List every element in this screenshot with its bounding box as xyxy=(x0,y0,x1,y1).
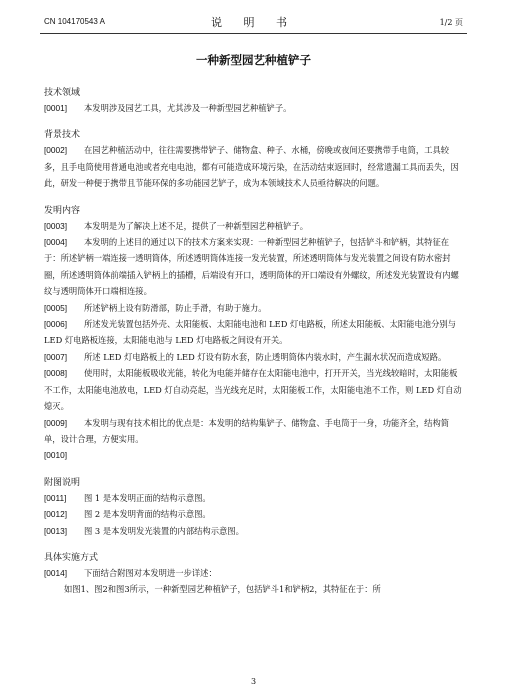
paragraph-number: [0002] xyxy=(44,145,68,156)
paragraph-text: 所述 LED 灯电路板上的 LED 灯设有防水套，防止透明筒体内装水时，产生漏水状况而造成短路。 xyxy=(84,351,447,362)
paragraph-number: [0013] xyxy=(44,525,68,536)
section-heading: 附图说明 xyxy=(44,477,81,488)
section-heading: 发明内容 xyxy=(44,205,81,216)
paragraph-text: 所述发光装置包括外壳、太阳能板、太阳能电池和 LED 灯电路板，所述太阳能板、太阳能电池分别与 LED 灯电路板连接，太阳能电池与 LED 灯电路板之间设有开关。 xyxy=(44,319,456,346)
paragraph xyxy=(44,565,462,581)
paragraph-number: [0014] xyxy=(44,567,68,578)
paragraph-number: [0012] xyxy=(44,509,68,520)
section-background xyxy=(44,128,462,191)
paragraph-text: 本发明涉及园艺工具，尤其涉及一种新型园艺种植铲子。 xyxy=(84,103,292,113)
paragraph-number: [0010] xyxy=(44,450,68,461)
paragraph-number: [0003] xyxy=(44,220,68,231)
paragraph xyxy=(44,316,462,349)
paragraph xyxy=(44,349,462,365)
paragraph-number: [0001] xyxy=(44,103,68,113)
paragraph xyxy=(44,365,462,414)
section-heading: 背景技术 xyxy=(44,130,81,141)
page-header xyxy=(44,14,463,32)
paragraph xyxy=(44,490,462,506)
paragraph-text: 图 1 是本发明正面的结构示意图。 xyxy=(84,492,211,503)
paragraph-text: 本发明与现有技术相比的优点是：本发明的结构集铲子、储物盒、手电筒于一身，功能齐全，结构简单，设计合理，方便实用。 xyxy=(44,417,450,444)
paragraph xyxy=(44,300,462,316)
paragraph-text: 所述铲柄上设有防滑部，防止手滑，有助于施力。 xyxy=(84,302,267,313)
paragraph-text: 使用时，太阳能板吸收光能，转化为电能并储存在太阳能电池中，打开开关，当光线较暗时，太阳能板不工作，太阳能电池放电，LED 灯自动亮起，当光线充足时，太阳能板工作，太阳能电池不工作，则 LED 灯自动熄灭。 xyxy=(44,368,462,412)
paragraph-number: [0008] xyxy=(44,368,68,379)
section-heading: 具体实施方式 xyxy=(44,552,99,563)
paragraph xyxy=(44,523,462,539)
paragraph-text: 本发明的上述目的通过以下的技术方案来实现：一种新型园艺种植铲子，包括铲斗和铲柄，其特征在于：所述铲柄一端连接一透明筒体，所述透明筒体连接一发光装置，所述透明筒体与发光装置之间设有防水密封圈，所述透明筒体前端插入铲柄上的插槽，后端设有开口，透明筒体的开口端设有外螺纹，所述发光装置设有内螺纹与透明筒体开口端相连接。 xyxy=(44,237,459,297)
paragraph-number: [0007] xyxy=(44,351,68,362)
section-tech-field xyxy=(44,86,462,116)
paragraph-text: 在园艺种植活动中，往往需要携带铲子、储物盒、种子、水桶，傍晚或夜间还要携带手电筒，工具较多，且手电筒使用普通电池或者充电电池，都有可能造成环境污染，在活动结束返回时，经常遗漏工具而丢失，因此，研发一种便于携带且节能环保的多功能园艺铲子，成为本领域技术人员亟待解决的问题。 xyxy=(44,145,459,189)
paragraph xyxy=(44,100,462,116)
paragraph xyxy=(44,415,462,448)
paragraph-number: [0006] xyxy=(44,319,68,330)
paragraph xyxy=(44,506,462,522)
paragraph-number: [0004] xyxy=(44,237,68,248)
paragraph-number: [0009] xyxy=(44,417,68,428)
paragraph-text: 下面结合附图对本发明进一步详述： xyxy=(84,567,217,578)
paragraph-number: [0005] xyxy=(44,302,68,313)
page-number: 3 xyxy=(250,677,257,686)
patent-number: CN 104170543 A xyxy=(44,17,105,26)
paragraph xyxy=(44,447,462,463)
paragraph xyxy=(44,234,462,300)
continuation-text: 如图1、图2和图3所示，一种新型园艺种植铲子，包括铲斗1和铲柄2，其特征在于：所 xyxy=(64,584,381,595)
header-rule xyxy=(40,33,467,34)
paragraph xyxy=(44,218,462,234)
section-heading: 技术领域 xyxy=(44,88,81,98)
paragraph-text: 图 3 是本发明发光装置的内部结构示意图。 xyxy=(84,525,244,536)
paragraph-text: 本发明是为了解决上述不足，提供了一种新型园艺种植铲子。 xyxy=(84,220,309,231)
patent-title: 一种新型园艺种植铲子 xyxy=(196,53,311,67)
section-summary xyxy=(44,204,462,464)
section-drawings xyxy=(44,476,462,539)
document-type-label: 说 明 书 xyxy=(211,16,296,29)
paragraph-text: 图 2 是本发明背面的结构示意图。 xyxy=(84,509,211,520)
paragraph xyxy=(44,142,462,191)
paragraph-number: [0011] xyxy=(44,492,67,503)
document-body xyxy=(44,74,462,598)
section-embodiment xyxy=(44,551,462,598)
page-indicator: 1/2 页 xyxy=(439,18,463,27)
